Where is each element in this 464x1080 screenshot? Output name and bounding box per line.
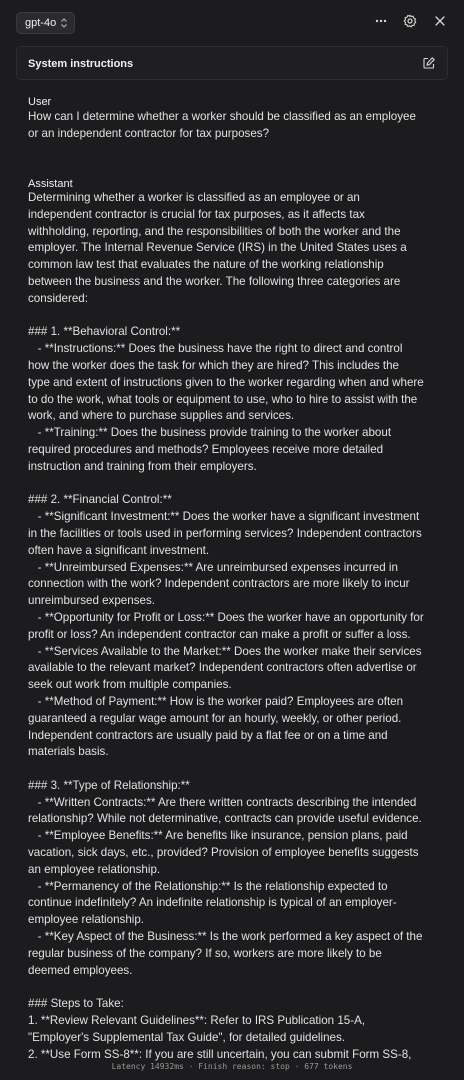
response-status: Latency 14932ms · Finish reason: stop · 677 tokens [111, 1062, 353, 1071]
close-button[interactable] [432, 13, 448, 29]
settings-button[interactable] [402, 13, 418, 29]
system-instructions-label: System instructions [28, 58, 134, 70]
model-label: gpt-4o [25, 17, 57, 29]
assistant-message-text: Determining whether a worker is classified as an employee or an independent contractor is crucial for tax purposes, as it affects tax withholding, reporting, and the responsibilities of both the worker and the employer. The Internal Revenue Service (IRS) in the United States uses a common law test that evaluates the nature of the working relationship between the business and the worker. The following three categories are considered: ### 1. **Behavioral Control:** - **Instructions:** Does the business have the right to direct and control how the worker does the task for which they are hired? This includes the type and extent of instructions given to the worker regarding when and where to do the work, what tools or equipment to use, who to hire to assist with the work, and where to purchase supplies and services. - **Training:** Does the business provide training to the worker about required procedures and methods? Employees receive more detailed instruction and training from their employers. ### 2. **Financial Control:** - **Significant Investment:** Does the worker have a significant investment in the facilities or tools used in performing services? Independent contractors often have a significant investment. - **Unreimbursed Expenses:** Are unreimbursed expenses incurred in connection with the work? Independent contractors are more likely to incur unreimbursed expenses. - **Opportunity for Profit or Loss:** Does the worker have an opportunity for profit or loss? An independent contractor can make a profit or suffer a loss. - **Services Available to the Market:** Does the worker make their services available to the relevant market? Independent contractors often advertise or seek out work from multiple companies. - **Method of Payment:** How is the worker paid? Employees are often guaranteed a regular wage amount for an hourly, weekly, or other period. Independent contractors are usually paid by a flat fee or on a time and materials basis. ### 3. **Type of Relationship:** - **Written Contracts:** Are there written contracts describing the intended relationship? While not determinative, contracts can provide useful evidence. - **Employee Benefits:** Are benefits like insurance, pension plans, paid vacation, sick days, etc., provided? Provision of employee benefits suggests an employee relationship. - **Permanency of the Relationship:** Is the relationship expected to continue indefinitely? An indefinite relationship is typical of an employer-employee relationship. - **Key Aspect of the Business:** Is the work performed a key aspect of the regular business of the company? If so, workers are more likely to be deemed employees. ### Steps to Take: 1. **Review Relevant Guidelines**: Refer to IRS Publication 15-A, "Employer's Supplemental Tax Guide", for detailed guidelines. 2. **Use Form SS-8**: If you are still uncertain, you can submit Form SS-8, [28, 191, 424, 1061]
more-options-button[interactable] [373, 13, 389, 29]
settings-icon [403, 14, 417, 28]
system-instructions-panel[interactable] [16, 46, 448, 80]
close-icon [433, 14, 447, 28]
top-bar [0, 0, 464, 46]
chevron-updown-icon [60, 17, 68, 29]
user-message-text: How can I determine whether a worker should be classified as an employee or an independent contractor for tax purposes? [28, 110, 420, 140]
edit-icon[interactable] [422, 56, 436, 70]
model-selector[interactable] [16, 12, 75, 34]
assistant-role-label: Assistant [28, 178, 73, 190]
more-horizontal-icon [374, 14, 388, 28]
user-role-label: User [28, 96, 52, 108]
